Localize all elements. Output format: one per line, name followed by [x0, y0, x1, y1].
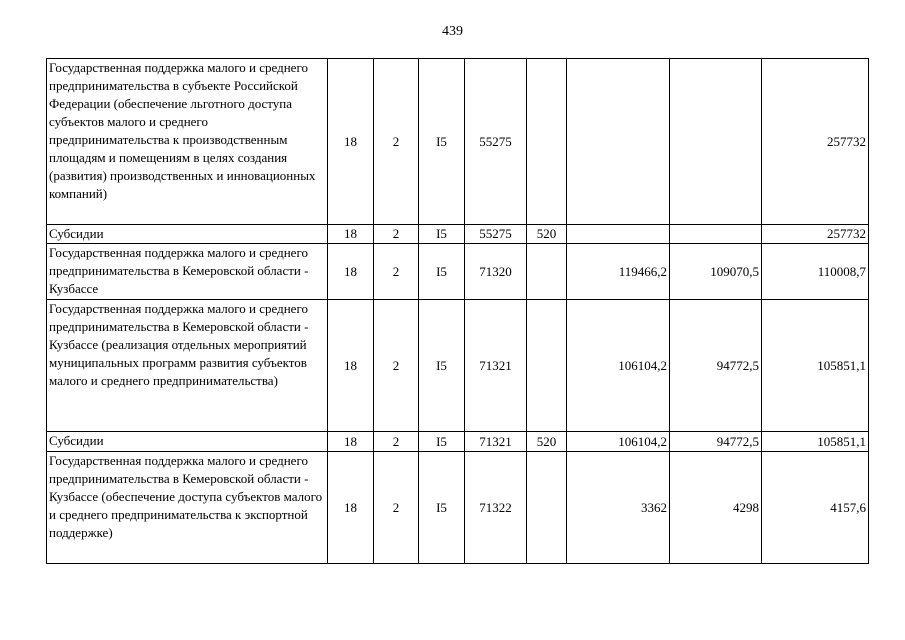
code-subprogram: I5 [419, 244, 465, 300]
page-number: 439 [442, 24, 463, 39]
table-row [47, 432, 869, 452]
value-year-2 [670, 59, 762, 225]
code-ministry: 18 [328, 225, 374, 244]
code-expense-type: 520 [527, 432, 567, 452]
code-expense-type [527, 300, 567, 432]
code-direction: 71321 [465, 432, 527, 452]
code-program: 2 [374, 244, 419, 300]
table-row [47, 225, 869, 244]
value-year-2: 109070,5 [670, 244, 762, 300]
table-row [47, 59, 869, 225]
code-subprogram: I5 [419, 59, 465, 225]
code-ministry: 18 [328, 432, 374, 452]
value-year-1 [567, 59, 670, 225]
table-row [47, 452, 869, 564]
code-program: 2 [374, 300, 419, 432]
code-ministry: 18 [328, 452, 374, 564]
code-program: 2 [374, 59, 419, 225]
code-subprogram: I5 [419, 432, 465, 452]
value-year-3: 105851,1 [762, 432, 869, 452]
value-year-3: 4157,6 [762, 452, 869, 564]
code-direction: 55275 [465, 225, 527, 244]
code-expense-type: 520 [527, 225, 567, 244]
value-year-3: 257732 [762, 225, 869, 244]
value-year-2: 94772,5 [670, 432, 762, 452]
code-program: 2 [374, 432, 419, 452]
value-year-3: 110008,7 [762, 244, 869, 300]
row-name: Субсидии [47, 225, 328, 244]
code-ministry: 18 [328, 244, 374, 300]
code-program: 2 [374, 225, 419, 244]
table-row [47, 244, 869, 300]
table-row [47, 300, 869, 432]
value-year-2: 94772,5 [670, 300, 762, 432]
code-direction: 55275 [465, 59, 527, 225]
code-subprogram: I5 [419, 452, 465, 564]
value-year-2 [670, 225, 762, 244]
value-year-1: 3362 [567, 452, 670, 564]
value-year-1 [567, 225, 670, 244]
code-direction: 71320 [465, 244, 527, 300]
code-expense-type [527, 452, 567, 564]
row-name: Государственная поддержка малого и среднего предпринимательства в Кемеровской области - Кузбассе (реализация отдельных мероприятий муниципальных программ развития субъектов малого и среднего предпринимательства) [47, 300, 328, 432]
code-subprogram: I5 [419, 300, 465, 432]
value-year-1: 106104,2 [567, 432, 670, 452]
value-year-1: 106104,2 [567, 300, 670, 432]
code-direction: 71322 [465, 452, 527, 564]
code-ministry: 18 [328, 300, 374, 432]
value-year-2: 4298 [670, 452, 762, 564]
code-expense-type [527, 59, 567, 225]
code-direction: 71321 [465, 300, 527, 432]
row-name: Государственная поддержка малого и среднего предпринимательства в Кемеровской области - Кузбассе [47, 244, 328, 300]
code-ministry: 18 [328, 59, 374, 225]
value-year-3: 257732 [762, 59, 869, 225]
row-name: Государственная поддержка малого и среднего предпринимательства в субъекте Российской Федерации (обеспечение льготного доступа субъектов малого и среднего предпринимательства к производственным площадям и помещениям в целях создания (развития) производственных и инновационных компаний) [47, 59, 328, 225]
code-expense-type [527, 244, 567, 300]
code-program: 2 [374, 452, 419, 564]
row-name: Субсидии [47, 432, 328, 452]
code-subprogram: I5 [419, 225, 465, 244]
value-year-1: 119466,2 [567, 244, 670, 300]
value-year-3: 105851,1 [762, 300, 869, 432]
row-name: Государственная поддержка малого и среднего предпринимательства в Кемеровской области - Кузбассе (обеспечение доступа субъектов малого и среднего предпринимательства к экспортной поддержке) [47, 452, 328, 564]
budget-table [46, 58, 869, 564]
